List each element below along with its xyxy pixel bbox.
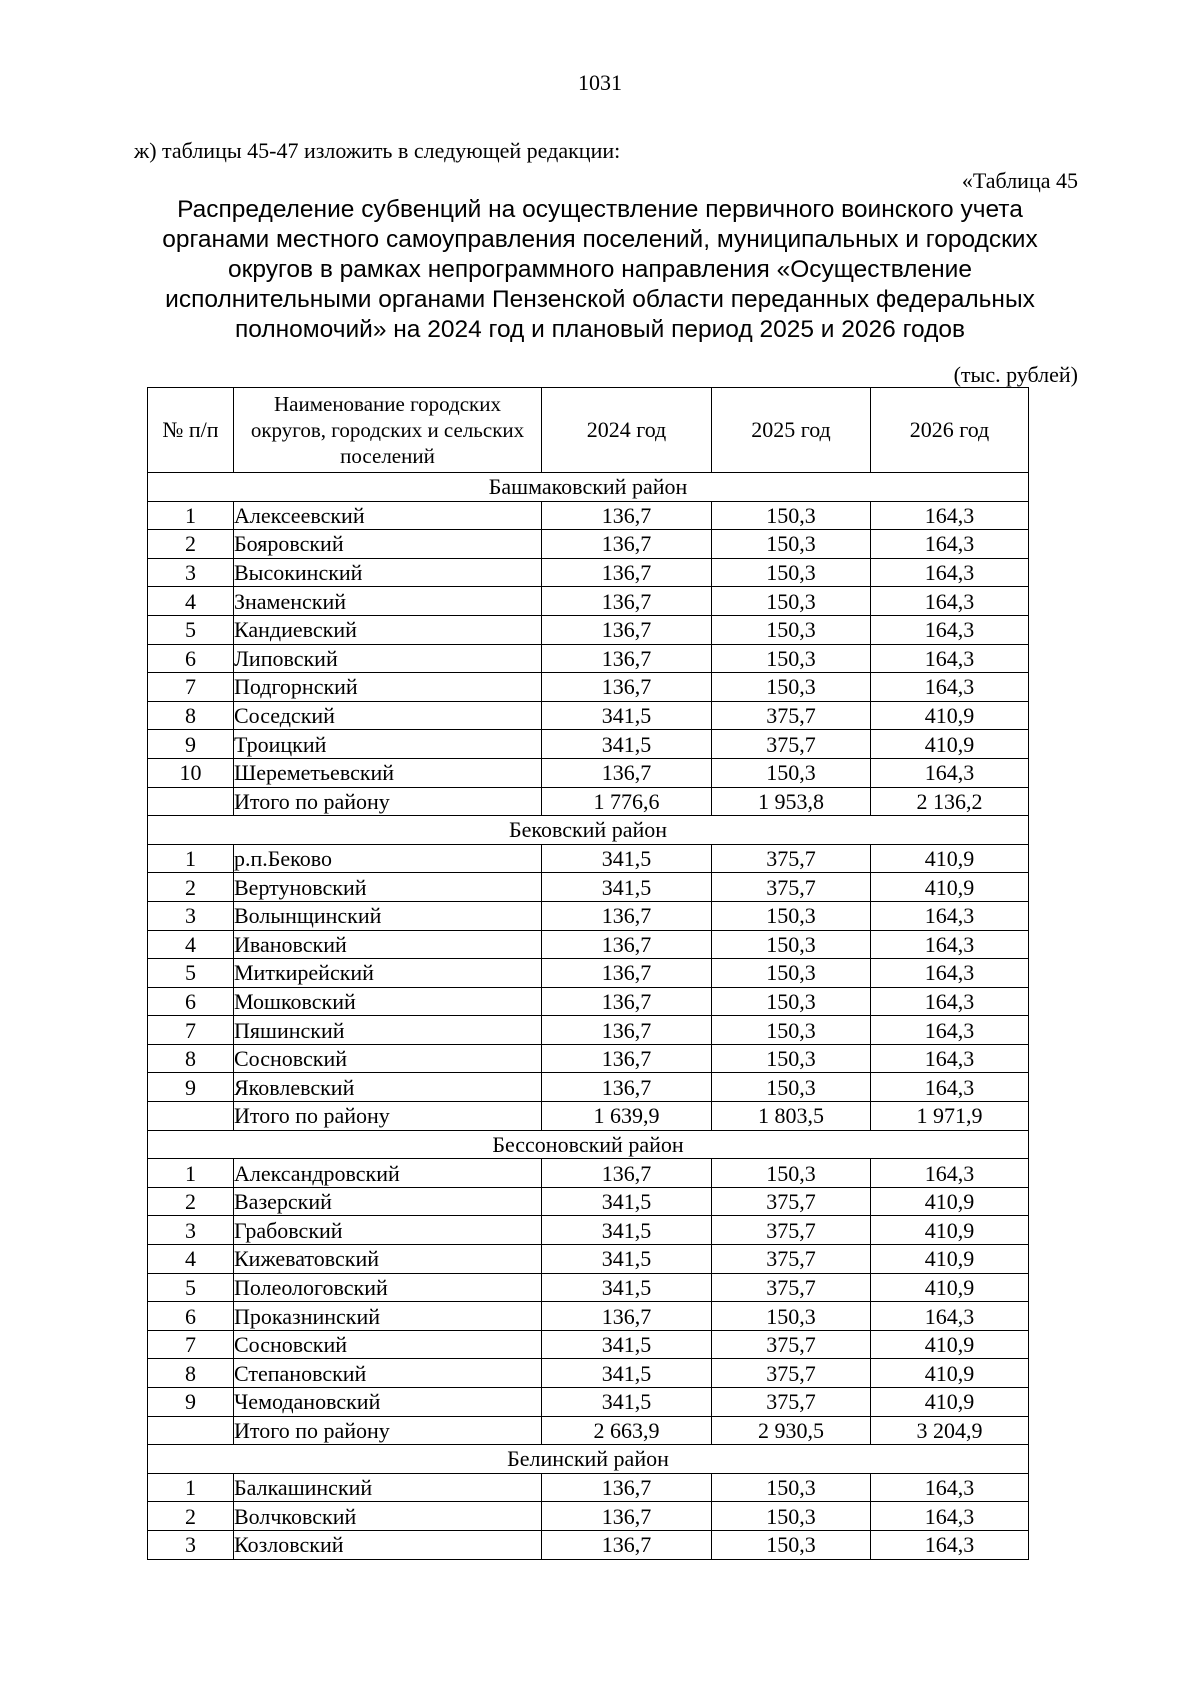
total-2026: 2 136,2 [871,787,1029,816]
value-2024: 136,7 [542,1530,712,1559]
table-row [148,844,1029,873]
table-row [148,1502,1029,1531]
value-2026: 164,3 [871,1473,1029,1502]
value-2024: 341,5 [542,873,712,902]
row-number: 5 [148,959,234,988]
value-2025: 150,3 [712,501,871,530]
value-2025: 375,7 [712,701,871,730]
value-2026: 164,3 [871,930,1029,959]
header-row [148,388,1029,473]
value-2024: 136,7 [542,558,712,587]
settlement-name: Волынщинский [234,901,542,930]
total-2025: 1 803,5 [712,1102,871,1131]
value-2024: 136,7 [542,530,712,559]
value-2025: 375,7 [712,1216,871,1245]
settlement-name: Козловский [234,1530,542,1559]
row-number: 2 [148,873,234,902]
title-line: исполнительными органами Пензенской области переданных федеральных [165,286,1035,313]
intro-text: ж) таблицы 45-47 изложить в следующей редакции: [134,138,621,163]
row-number: 2 [148,1187,234,1216]
value-2026: 410,9 [871,701,1029,730]
value-2025: 150,3 [712,1159,871,1188]
total-label: Итого по району [234,787,542,816]
row-number-empty [148,1102,234,1131]
table-row [148,558,1029,587]
district-header-row [148,1130,1029,1159]
table-row [148,1359,1029,1388]
settlement-name: Соседский [234,701,542,730]
value-2026: 410,9 [871,1273,1029,1302]
value-2026: 164,3 [871,587,1029,616]
row-number: 6 [148,1302,234,1331]
value-2026: 410,9 [871,1216,1029,1245]
value-2025: 150,3 [712,673,871,702]
value-2024: 341,5 [542,701,712,730]
row-number-empty [148,1416,234,1445]
row-number: 3 [148,1216,234,1245]
row-number: 5 [148,615,234,644]
header-num: № п/п [148,388,234,473]
settlement-name: Яковлевский [234,1073,542,1102]
value-2025: 150,3 [712,901,871,930]
value-2026: 164,3 [871,530,1029,559]
value-2026: 164,3 [871,1016,1029,1045]
row-number: 4 [148,1245,234,1274]
value-2025: 150,3 [712,530,871,559]
settlement-name: Знаменский [234,587,542,616]
district-header-row [148,473,1029,502]
value-2025: 375,7 [712,873,871,902]
table-row [148,1273,1029,1302]
value-2024: 136,7 [542,1502,712,1531]
table-row [148,758,1029,787]
row-number-empty [148,787,234,816]
table-row [148,644,1029,673]
row-number: 2 [148,1502,234,1531]
value-2024: 136,7 [542,1073,712,1102]
row-number: 1 [148,1159,234,1188]
value-2024: 136,7 [542,901,712,930]
value-2025: 375,7 [712,1330,871,1359]
total-2026: 1 971,9 [871,1102,1029,1131]
value-2025: 150,3 [712,930,871,959]
header-name: Наименование городских округов, городских и сельских поселений [234,388,542,473]
value-2024: 136,7 [542,758,712,787]
table-row [148,1530,1029,1559]
value-2025: 150,3 [712,987,871,1016]
value-2025: 375,7 [712,844,871,873]
district-header-row [148,816,1029,845]
settlement-name: Кандиевский [234,615,542,644]
value-2026: 410,9 [871,1330,1029,1359]
table-row [148,1159,1029,1188]
value-2024: 136,7 [542,615,712,644]
value-2025: 375,7 [712,1359,871,1388]
row-number: 6 [148,644,234,673]
total-label: Итого по району [234,1102,542,1131]
value-2024: 341,5 [542,1187,712,1216]
row-number: 2 [148,530,234,559]
row-number: 3 [148,558,234,587]
settlement-name: Вазерский [234,1187,542,1216]
row-number: 1 [148,1473,234,1502]
settlement-name: Степановский [234,1359,542,1388]
settlement-name: Александровский [234,1159,542,1188]
value-2024: 136,7 [542,1302,712,1331]
value-2025: 375,7 [712,1245,871,1274]
page-number: 1031 [578,70,622,95]
value-2026: 410,9 [871,1388,1029,1417]
row-number: 7 [148,1016,234,1045]
value-2025: 375,7 [712,730,871,759]
district-name: Башмаковский район [148,473,1029,502]
value-2025: 150,3 [712,644,871,673]
value-2026: 164,3 [871,1502,1029,1531]
total-row [148,1416,1029,1445]
table-row [148,930,1029,959]
settlement-name: Липовский [234,644,542,673]
value-2024: 341,5 [542,730,712,759]
value-2024: 136,7 [542,959,712,988]
row-number: 8 [148,1359,234,1388]
value-2025: 150,3 [712,1473,871,1502]
title-line: полномочий» на 2024 год и плановый период 2025 и 2026 годов [234,316,966,343]
units-label: (тыс. рублей) [953,362,1078,387]
total-2025: 2 930,5 [712,1416,871,1445]
value-2025: 375,7 [712,1273,871,1302]
value-2026: 164,3 [871,987,1029,1016]
value-2026: 164,3 [871,1530,1029,1559]
table-row [148,530,1029,559]
row-number: 10 [148,758,234,787]
table-row [148,1073,1029,1102]
value-2024: 136,7 [542,673,712,702]
total-2024: 1 776,6 [542,787,712,816]
row-number: 3 [148,1530,234,1559]
value-2026: 410,9 [871,1187,1029,1216]
value-2024: 341,5 [542,1273,712,1302]
settlement-name: Сосновский [234,1330,542,1359]
row-number: 9 [148,730,234,759]
value-2025: 150,3 [712,959,871,988]
settlement-name: Балкашинский [234,1473,542,1502]
settlement-name: Сосновский [234,1044,542,1073]
total-row [148,1102,1029,1131]
value-2025: 150,3 [712,1016,871,1045]
value-2025: 150,3 [712,1044,871,1073]
value-2024: 341,5 [542,1330,712,1359]
settlement-name: Пяшинский [234,1016,542,1045]
row-number: 1 [148,501,234,530]
table-row [148,1044,1029,1073]
table-row [148,901,1029,930]
table-row [148,1473,1029,1502]
row-number: 7 [148,1330,234,1359]
row-number: 7 [148,673,234,702]
header-2024: 2024 год [542,388,712,473]
row-number: 1 [148,844,234,873]
total-2024: 1 639,9 [542,1102,712,1131]
total-row [148,787,1029,816]
row-number: 3 [148,901,234,930]
value-2026: 410,9 [871,844,1029,873]
settlement-name: Алексеевский [234,501,542,530]
district-name: Белинский район [148,1445,1029,1474]
table-row [148,1330,1029,1359]
value-2024: 341,5 [542,1359,712,1388]
value-2024: 136,7 [542,501,712,530]
value-2024: 341,5 [542,844,712,873]
district-name: Бековский район [148,816,1029,845]
value-2024: 341,5 [542,1388,712,1417]
table-row [148,959,1029,988]
value-2024: 136,7 [542,987,712,1016]
table-row [148,1016,1029,1045]
total-2025: 1 953,8 [712,787,871,816]
value-2026: 410,9 [871,1245,1029,1274]
value-2025: 150,3 [712,558,871,587]
settlement-name: Высокинский [234,558,542,587]
settlement-name: Миткирейский [234,959,542,988]
row-number: 9 [148,1073,234,1102]
value-2026: 164,3 [871,758,1029,787]
table-label: «Таблица 45 [961,168,1078,193]
row-number: 4 [148,930,234,959]
total-label: Итого по району [234,1416,542,1445]
table-row [148,1302,1029,1331]
value-2024: 136,7 [542,644,712,673]
value-2024: 341,5 [542,1245,712,1274]
value-2026: 164,3 [871,1302,1029,1331]
row-number: 8 [148,1044,234,1073]
value-2026: 164,3 [871,615,1029,644]
table-row [148,1245,1029,1274]
value-2026: 164,3 [871,959,1029,988]
value-2026: 410,9 [871,1359,1029,1388]
value-2026: 164,3 [871,644,1029,673]
table-row [148,501,1029,530]
row-number: 5 [148,1273,234,1302]
settlement-name: Волчковский [234,1502,542,1531]
row-number: 4 [148,587,234,616]
settlement-name: Грабовский [234,1216,542,1245]
settlement-name: Ивановский [234,930,542,959]
value-2026: 164,3 [871,901,1029,930]
total-2026: 3 204,9 [871,1416,1029,1445]
settlement-name: Шереметьевский [234,758,542,787]
table-row [148,987,1029,1016]
table-row [148,673,1029,702]
value-2025: 150,3 [712,615,871,644]
subventions-table [147,387,1029,1560]
value-2026: 410,9 [871,730,1029,759]
value-2025: 150,3 [712,1530,871,1559]
settlement-name: Полеологовский [234,1273,542,1302]
district-name: Бессоновский район [148,1130,1029,1159]
value-2025: 150,3 [712,1502,871,1531]
value-2026: 410,9 [871,873,1029,902]
total-2024: 2 663,9 [542,1416,712,1445]
value-2026: 164,3 [871,558,1029,587]
header-2026: 2026 год [871,388,1029,473]
settlement-name: Вертуновский [234,873,542,902]
table-row [148,873,1029,902]
table-row [148,587,1029,616]
table-row [148,1216,1029,1245]
settlement-name: Подгорнский [234,673,542,702]
settlement-name: Троицкий [234,730,542,759]
value-2024: 136,7 [542,1473,712,1502]
settlement-name: Проказнинский [234,1302,542,1331]
value-2025: 150,3 [712,1302,871,1331]
table-title [120,195,1080,345]
table-row [148,730,1029,759]
title-line: Распределение субвенций на осуществление первичного воинского учета [177,196,1023,223]
value-2025: 375,7 [712,1187,871,1216]
title-line: органами местного самоуправления поселений, муниципальных и городских [162,226,1038,253]
settlement-name: Бояровский [234,530,542,559]
value-2024: 136,7 [542,1044,712,1073]
settlement-name: р.п.Беково [234,844,542,873]
value-2024: 136,7 [542,1016,712,1045]
value-2026: 164,3 [871,1044,1029,1073]
table-body [148,473,1029,1560]
row-number: 6 [148,987,234,1016]
value-2024: 341,5 [542,1216,712,1245]
title-line: округов в рамках непрограммного направления «Осуществление [228,256,972,283]
table-row [148,615,1029,644]
value-2026: 164,3 [871,673,1029,702]
value-2024: 136,7 [542,930,712,959]
settlement-name: Мошковский [234,987,542,1016]
table-row [148,1388,1029,1417]
value-2026: 164,3 [871,501,1029,530]
table-row [148,701,1029,730]
value-2024: 136,7 [542,587,712,616]
header-2025: 2025 год [712,388,871,473]
value-2026: 164,3 [871,1159,1029,1188]
settlement-name: Кижеватовский [234,1245,542,1274]
value-2026: 164,3 [871,1073,1029,1102]
value-2025: 150,3 [712,1073,871,1102]
value-2025: 150,3 [712,587,871,616]
value-2025: 375,7 [712,1388,871,1417]
row-number: 8 [148,701,234,730]
settlement-name: Чемодановский [234,1388,542,1417]
district-header-row [148,1445,1029,1474]
value-2024: 136,7 [542,1159,712,1188]
value-2025: 150,3 [712,758,871,787]
row-number: 9 [148,1388,234,1417]
table-row [148,1187,1029,1216]
